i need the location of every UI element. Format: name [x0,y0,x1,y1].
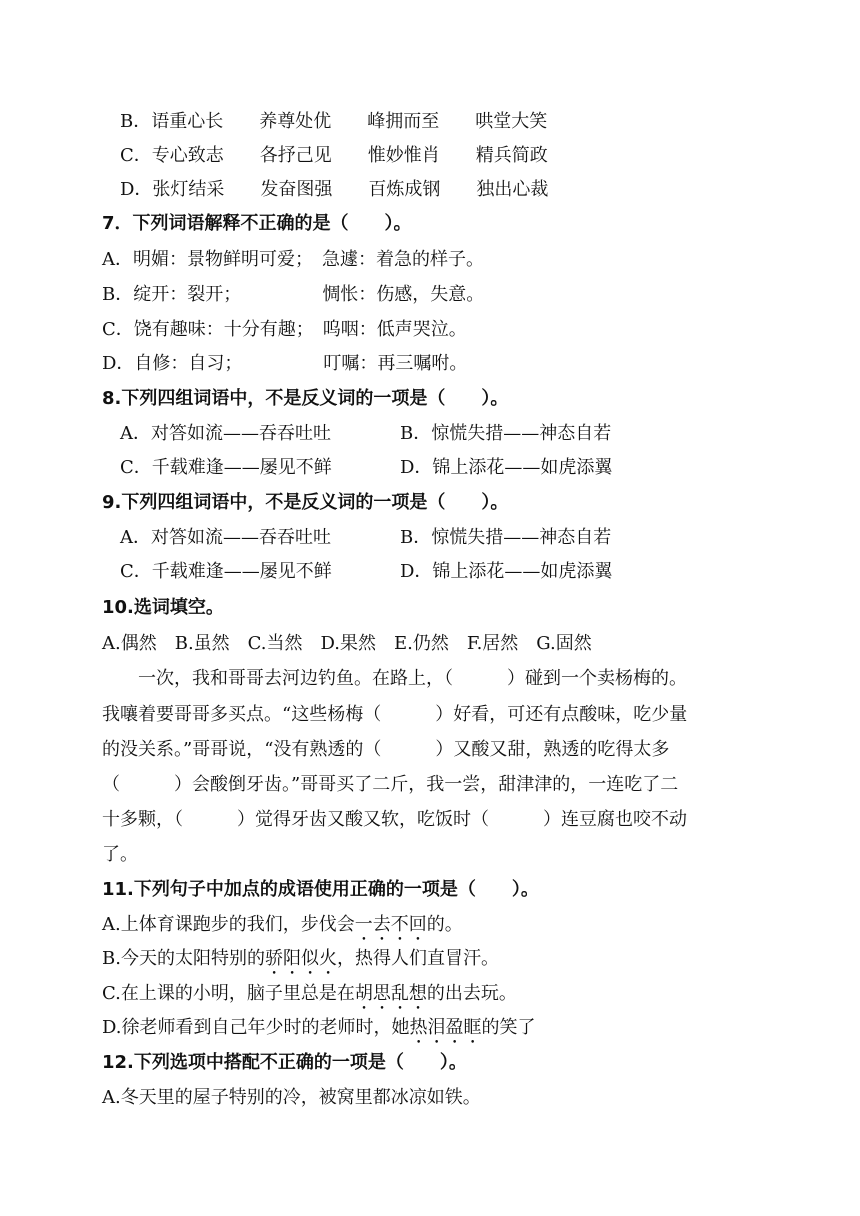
q9-stem: 9.下列四组词语中，不是反义词的一项是（ ）。 [102,492,509,513]
q6-option-d: D．张灯结采 发奋图强 百炼成钢 独出心裁 [120,179,549,200]
q11-option-c [102,982,517,1014]
q8-stem: 8.下列四组词语中，不是反义词的一项是（ ）。 [102,388,509,409]
q11-d-dotted-idiom: 热泪盈眶 [409,1017,482,1038]
q9-option-a: A．对答如流——吞吞吐吐 [120,527,331,548]
q8-option-d: D．锦上添花——如虎添翼 [400,457,613,478]
q12-option-a: A.冬天里的屋子特别的冷，被窝里都冰凉如铁。 [102,1087,481,1108]
q7-option-a: A．明媚：景物鲜明可爱； 急遽：着急的样子。 [102,249,484,270]
q11-d-text-after: 的笑了 [481,1017,536,1038]
q8-option-c: C．千载难逢——屡见不鲜 [120,457,332,478]
q12-stem: 12.下列选项中搭配不正确的一项是（ ）。 [102,1052,467,1073]
q10-passage-line-6: 了。 [102,844,138,865]
q11-option-d [102,1016,536,1048]
q11-a-dotted-idiom: 一去不回 [354,914,427,935]
q7-stem: 7．下列词语解释不正确的是（ ）。 [102,213,412,234]
q6-option-c: C．专心致志 各抒己见 惟妙惟肖 精兵简政 [120,145,548,166]
q10-stem: 10.选词填空。 [102,597,224,618]
q11-d-text-before: D.徐老师看到自己年少时的老师时，她 [102,1017,410,1038]
q10-passage-line-4: （ ）会酸倒牙齿。”哥哥买了二斤，我一尝，甜津津的，一连吃了二 [102,774,679,795]
q8-option-a: A．对答如流——吞吞吐吐 [120,423,331,444]
q9-option-c: C．千载难逢——屡见不鲜 [120,561,332,582]
q11-b-text-after: ，热得人们直冒汗。 [336,948,499,969]
q10-passage-line-3: 的没关系。”哥哥说，“没有熟透的（ ）又酸又甜，熟透的吃得太多 [102,739,670,760]
q8-option-b: B．惊慌失措——神态自若 [400,423,612,444]
q7-option-c: C．饶有趣味：十分有趣； 呜咽：低声哭泣。 [102,319,467,340]
q6-option-b: B．语重心长 养尊处优 峰拥而至 哄堂大笑 [120,111,548,132]
q11-option-a [102,913,463,945]
q11-a-text-after: 的。 [426,914,463,935]
q11-c-text-before: C.在上课的小明，脑子里总是在 [102,983,355,1004]
q7-option-d: D．自修：自习； 叮嘱：再三嘱咐。 [102,353,468,374]
q10-passage-line-2: 我嚷着要哥哥多买点。“这些杨梅（ ）好看，可还有点酸味，吃少量 [102,704,688,725]
q10-passage-line-5: 十多颗，（ ）觉得牙齿又酸又软，吃饭时（ ）连豆腐也咬不动 [102,809,687,830]
q9-option-b: B．惊慌失措——神态自若 [400,527,612,548]
q11-c-dotted-idiom: 胡思乱想 [354,983,427,1004]
q11-c-text-after: 的出去玩。 [426,983,517,1004]
q11-b-dotted-idiom: 骄阳似火 [264,948,337,969]
q11-b-text-before: B.今天的太阳特别的 [102,948,265,969]
q11-a-text-before: A.上体育课跑步的我们，步伐会 [102,914,355,935]
q10-word-choices: A.偶然 B.虽然 C.当然 D.果然 E.仍然 F.居然 G.固然 [102,633,592,654]
q11-stem: 11.下列句子中加点的成语使用正确的一项是（ ）。 [102,879,539,900]
q7-option-b: B．绽开：裂开； 惆怅：伤感，失意。 [102,284,485,305]
q11-option-b [102,947,499,979]
q9-option-d: D．锦上添花——如虎添翼 [400,561,613,582]
q10-passage-line-1: 一次，我和哥哥去河边钓鱼。在路上，（ ）碰到一个卖杨梅的。 [102,668,687,689]
